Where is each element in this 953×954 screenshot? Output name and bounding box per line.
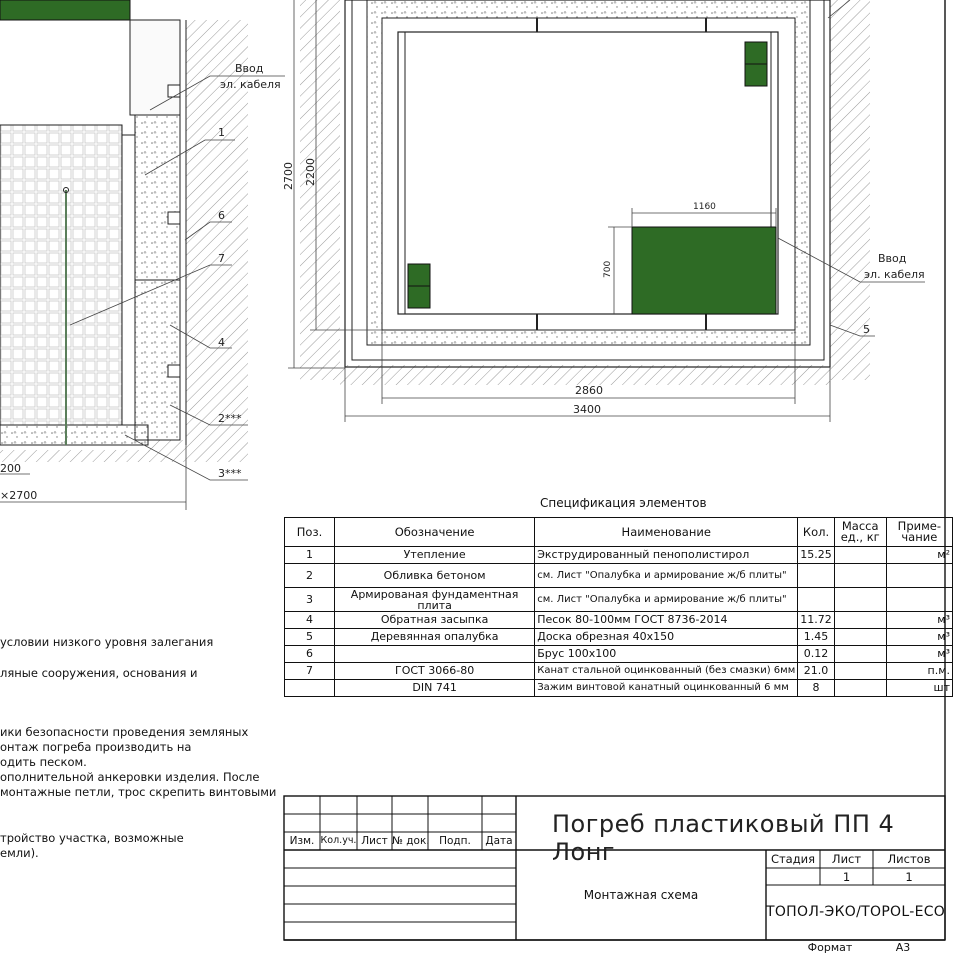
spec-title: Спецификация элементов	[540, 496, 707, 510]
spec-cell-qty: 15.25	[798, 547, 835, 564]
spec-cell-mass	[834, 646, 886, 663]
spec-cell-qty: 0.12	[798, 646, 835, 663]
sheets-value: 1	[905, 870, 913, 884]
spec-cell-note: м²	[886, 547, 952, 564]
spec-cell-pos: 5	[285, 629, 335, 646]
spec-header-designation: Обозначение	[335, 518, 535, 547]
neck-wall	[130, 20, 180, 115]
sheet-name: Монтажная схема	[583, 888, 699, 902]
side-dim-200: 200	[0, 462, 21, 475]
stage-label: Стадия	[770, 852, 816, 866]
callout-1: 1	[218, 126, 225, 139]
soil-hatch-bottom	[148, 440, 248, 462]
soil-hatch-base	[0, 450, 150, 462]
spec-cell-qty: 8	[798, 680, 835, 697]
plan-view	[282, 0, 925, 422]
dim-2200: 2200	[304, 158, 317, 186]
tb-header-date: Дата	[485, 835, 513, 847]
spec-cell-qty: 1.45	[798, 629, 835, 646]
spec-cell-name: Зажим винтовой канатный оцинкованный 6 мм	[535, 680, 798, 697]
spec-cell-note	[886, 564, 952, 588]
spec-cell-name: Песок 80-100мм ГОСТ 8736-2014	[535, 612, 798, 629]
spec-cell-pos	[285, 680, 335, 697]
spec-cell-pos: 7	[285, 663, 335, 680]
spec-header-row	[285, 518, 953, 547]
spec-header-mass: Масса ед., кг	[834, 518, 886, 547]
spec-cell-note: м³	[886, 612, 952, 629]
spec-cell-designation: Армированая фундаментная плита	[335, 588, 535, 612]
spec-cell-pos: 3	[285, 588, 335, 612]
spec-cell-name: Экструдированный пенополистирол	[535, 547, 798, 564]
table-row	[285, 629, 953, 646]
format-label: Формат	[807, 941, 853, 954]
spec-cell-name: см. Лист "Опалубка и армирование ж/б плиты"	[535, 564, 798, 588]
insulation-block	[135, 115, 180, 280]
note-line: тройство участка, возможные	[0, 831, 184, 845]
spec-cell-note: п.м.	[886, 663, 952, 680]
note-line: онтаж погреба производить на	[0, 740, 192, 754]
format-value: А3	[895, 941, 911, 954]
callout-2: 2***	[218, 412, 242, 425]
tb-header-kol: Кол.уч.	[320, 835, 357, 846]
spec-cell-mass	[834, 663, 886, 680]
callout-5: 5	[863, 323, 870, 336]
tb-header-izm: Изм.	[289, 835, 315, 847]
note-line: ополнительной анкеровки изделия. После	[0, 770, 260, 784]
spec-cell-mass	[834, 680, 886, 697]
note-line: одить песком.	[0, 755, 87, 769]
table-row	[285, 588, 953, 612]
spec-cell-qty	[798, 564, 835, 588]
note-line: условии низкого уровня залегания	[0, 635, 214, 649]
spec-cell-designation: Деревянная опалубка	[335, 629, 535, 646]
table-row	[285, 680, 953, 697]
dim-1160: 1160	[693, 202, 716, 212]
spec-cell-designation: Утепление	[335, 547, 535, 564]
table-row	[285, 612, 953, 629]
spec-cell-name: Доска обрезная 40х150	[535, 629, 798, 646]
spec-header-name: Наименование	[535, 518, 798, 547]
spec-cell-note: м³	[886, 646, 952, 663]
callout-6: 6	[218, 209, 225, 222]
lid-green	[0, 0, 130, 20]
plan-cable-label-2: эл. кабеля	[864, 268, 925, 281]
spec-cell-designation: DIN 741	[335, 680, 535, 697]
dim-2860: 2860	[575, 384, 603, 397]
tb-header-doc: № док.	[392, 835, 430, 847]
side-cable-label-2: эл. кабеля	[220, 78, 281, 91]
spec-cell-designation: ГОСТ 3066-80	[335, 663, 535, 680]
spec-cell-mass	[834, 547, 886, 564]
table-row	[285, 564, 953, 588]
note-line: емли).	[0, 846, 39, 860]
side-dim-bottom: ×2700	[0, 489, 38, 502]
org-name: ТОПОЛ-ЭКО/TOPOL-ECO	[766, 904, 946, 920]
spec-cell-note	[886, 588, 952, 612]
spec-cell-name: Канат стальной оцинкованный (без смазки) 6мм	[535, 663, 798, 680]
side-cable-label-1: Ввод	[235, 62, 264, 75]
callout-3: 3***	[218, 467, 242, 480]
plan-green-block	[632, 227, 776, 314]
spec-cell-note: м³	[886, 629, 952, 646]
sheets-label: Листов	[887, 852, 931, 866]
dim-3400: 3400	[573, 403, 601, 416]
drawing-title: Погреб пластиковый ПП 4 Лонг	[552, 810, 895, 866]
sheet-label: Лист	[831, 852, 862, 866]
spec-cell-designation: Обливка бетоном	[335, 564, 535, 588]
spec-cell-designation	[335, 646, 535, 663]
spec-cell-mass	[834, 564, 886, 588]
spec-cell-qty: 11.72	[798, 612, 835, 629]
side-section	[0, 0, 285, 510]
spec-cell-qty	[798, 588, 835, 612]
spec-header-pos: Поз.	[285, 518, 335, 547]
spec-cell-name: см. Лист "Опалубка и армирование ж/б плиты"	[535, 588, 798, 612]
spec-cell-mass	[834, 588, 886, 612]
spec-cell-pos: 2	[285, 564, 335, 588]
spec-header-note: Приме- чание	[886, 518, 952, 547]
note-line: монтажные петли, трос скрепить винтовыми	[0, 785, 277, 799]
spec-cell-pos: 6	[285, 646, 335, 663]
callout-7: 7	[218, 252, 225, 265]
spec-cell-mass	[834, 629, 886, 646]
backfill-block	[135, 280, 180, 440]
callout-4: 4	[218, 336, 225, 349]
table-row	[285, 663, 953, 680]
spec-cell-note: шт	[886, 680, 952, 697]
sheet-value: 1	[842, 870, 851, 884]
spec-header-qty: Кол.	[798, 518, 835, 547]
spec-cell-mass	[834, 612, 886, 629]
spec-table	[284, 517, 953, 697]
tb-header-sign: Подп.	[439, 835, 471, 847]
tb-header-list: Лист	[361, 835, 388, 847]
dim-700: 700	[603, 260, 613, 278]
spec-cell-pos: 4	[285, 612, 335, 629]
cellar-body	[0, 125, 122, 425]
note-line: ики безопасности проведения земляных	[0, 725, 249, 739]
plan-cable-label-1: Ввод	[878, 252, 907, 265]
spec-cell-pos: 1	[285, 547, 335, 564]
spec-cell-designation: Обратная засыпка	[335, 612, 535, 629]
spec-cell-name: Брус 100х100	[535, 646, 798, 663]
table-row	[285, 646, 953, 663]
table-row	[285, 547, 953, 564]
dim-2700: 2700	[282, 162, 295, 190]
spec-cell-qty: 21.0	[798, 663, 835, 680]
note-line: ляные сооружения, основания и	[0, 666, 198, 680]
